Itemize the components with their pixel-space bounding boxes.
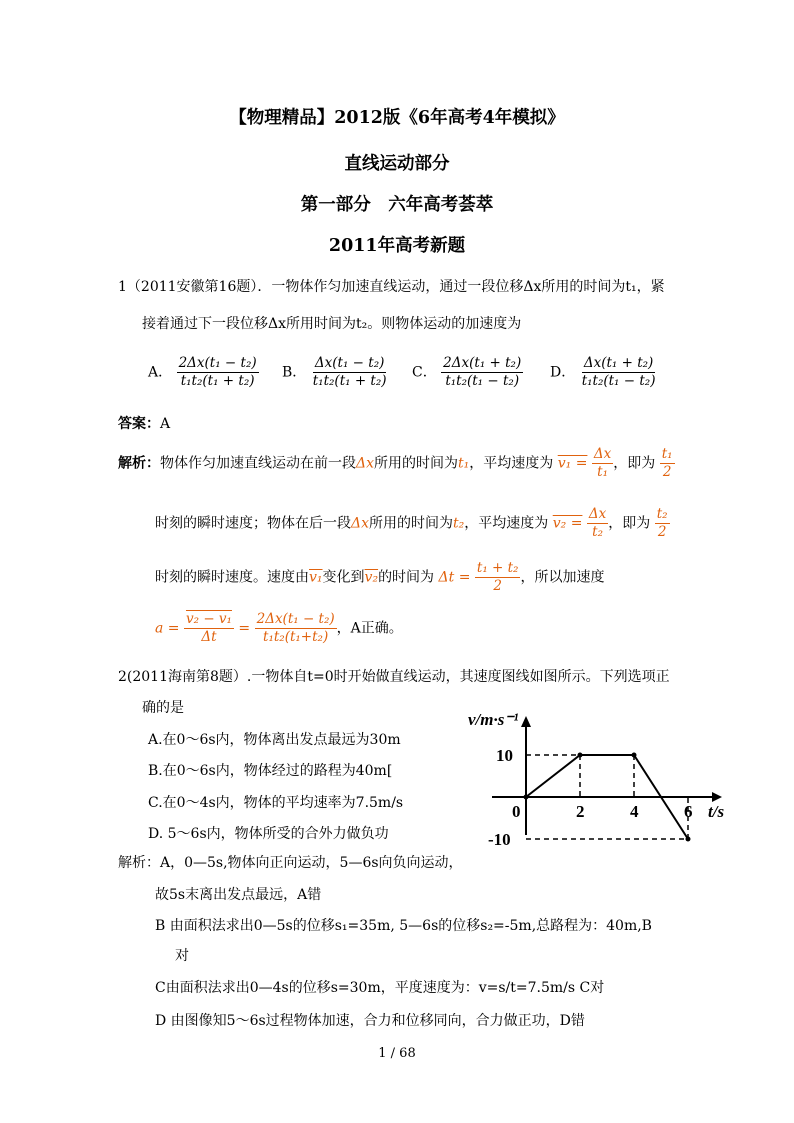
option-numerator: Δx(t₁ + t₂) bbox=[583, 355, 654, 371]
analysis-text: ，平均速度为 bbox=[464, 515, 549, 532]
section-title: 直线运动部分 bbox=[344, 154, 450, 174]
fraction-denominator: Δt bbox=[201, 629, 217, 645]
fraction-numerator: t₁ bbox=[661, 446, 673, 462]
analysis-text: 物体作匀加速直线运动在前一段 bbox=[160, 455, 356, 472]
t1: t₁ bbox=[458, 455, 470, 472]
option-label: A． bbox=[148, 364, 173, 381]
analysis-text: 所用的时间为 bbox=[374, 455, 459, 472]
q1-analysis-line2 bbox=[155, 506, 670, 541]
fraction-numerator: t₂ bbox=[656, 506, 668, 522]
option-numerator: 2Δx(t₁ + t₂) bbox=[443, 355, 522, 371]
x-tick-label: 2 bbox=[576, 802, 585, 821]
x-tick-label: 6 bbox=[684, 802, 693, 821]
year-title: 2011年高考新题 bbox=[328, 236, 466, 256]
q1-option-c bbox=[412, 355, 523, 390]
q2-solution-1: 解析：A，0—5s,物体向正向运动，5—6s向负向运动， bbox=[118, 855, 463, 871]
q2-line2: 确的是 bbox=[142, 700, 184, 716]
fraction-denominator: 2 bbox=[657, 524, 667, 540]
velocity-time-chart bbox=[462, 705, 752, 845]
option-denominator: t₁t₂(t₁ − t₂) bbox=[581, 373, 656, 389]
fraction-denominator: t₁ bbox=[597, 464, 608, 480]
answer-label: 答案： bbox=[118, 416, 160, 432]
option-denominator: t₁t₂(t₁ + t₂) bbox=[312, 373, 387, 389]
y-axis-arrow bbox=[521, 716, 531, 727]
velocity-point bbox=[578, 753, 583, 758]
analysis-text: 所用的时间为 bbox=[369, 515, 454, 532]
delta-x: Δx bbox=[356, 455, 375, 472]
q1-line1: 1（2011安徽第16题）．一物体作匀加速直线运动，通过一段位移Δx所用的时间为t₁，紧 bbox=[118, 279, 665, 295]
v2-bar: v₂ = bbox=[552, 515, 583, 532]
fraction-denominator: 2 bbox=[493, 578, 502, 594]
q1-analysis-line1 bbox=[118, 446, 675, 481]
q2-option-a: A.在0～6s内，物体离出发点最远为30m bbox=[148, 732, 401, 748]
equals-sign: = bbox=[238, 620, 251, 637]
main-title: 【物理精品】2012版《6年高考4年模拟》 bbox=[229, 108, 565, 128]
x-tick-label: 4 bbox=[630, 802, 639, 821]
q1-analysis-line3 bbox=[155, 560, 604, 595]
delta-t: Δt = bbox=[438, 569, 471, 586]
velocity-point bbox=[632, 753, 637, 758]
q2-option-b: B.在0～6s内，物体经过的路程为40m[ bbox=[148, 763, 393, 779]
v1-bar: v₁ = bbox=[557, 455, 588, 472]
q1-analysis-line4 bbox=[155, 611, 403, 646]
analysis-text: ，所以加速度 bbox=[520, 569, 605, 586]
v2-bar: v₂ bbox=[364, 569, 379, 586]
analysis-text: 变化到 bbox=[322, 569, 365, 586]
q1-option-a bbox=[148, 355, 259, 390]
analysis-text: 时刻的瞬时速度；物体在后一段 bbox=[155, 515, 351, 532]
analysis-text: ，即为 bbox=[613, 455, 656, 472]
page-number: 1 / 68 bbox=[378, 1046, 416, 1061]
x-axis-label: t/s bbox=[708, 802, 725, 821]
y-tick-label: -10 bbox=[488, 830, 511, 845]
part-title: 第一部分 六年高考荟萃 bbox=[300, 195, 494, 215]
q1-line2: 接着通过下一段位移Δx所用时间为t₂。则物体运动的加速度为 bbox=[142, 316, 522, 332]
velocity-point bbox=[686, 837, 691, 842]
x-axis-arrow bbox=[712, 792, 722, 802]
fraction-numerator: 2Δx(t₁ − t₂) bbox=[256, 611, 335, 627]
delta-x: Δx bbox=[351, 515, 370, 532]
q1-option-b bbox=[282, 355, 389, 390]
option-denominator: t₁t₂(t₁ − t₂) bbox=[445, 373, 520, 389]
fraction-numerator: v₂ − v₁ bbox=[185, 611, 232, 627]
t2: t₂ bbox=[453, 515, 465, 532]
analysis-text: ，即为 bbox=[608, 515, 651, 532]
q2-solution-5: D 由图像知5～6s过程物体加速，合力和位移同向，合力做正功，D错 bbox=[155, 1013, 585, 1029]
q1-answer bbox=[118, 413, 170, 433]
velocity-point bbox=[524, 795, 529, 800]
v1-bar: v₁ bbox=[309, 569, 323, 586]
fraction-denominator: t₂ bbox=[592, 524, 603, 540]
y-tick-label: 10 bbox=[496, 746, 513, 765]
analysis-text: ，A正确。 bbox=[336, 620, 403, 637]
q2-solution-3b: 对 bbox=[175, 948, 189, 964]
q2-solution-3: B 由面积法求出0—5s的位移s₁=35m, 5—6s的位移s₂=-5m,总路程为：40m,B bbox=[155, 918, 652, 934]
x-tick-label: 0 bbox=[512, 802, 521, 821]
option-label: B． bbox=[282, 364, 307, 381]
option-numerator: 2Δx(t₁ − t₂) bbox=[178, 355, 257, 371]
q2-line1: 2(2011海南第8题）.一物体自t=0时开始做直线运动，其速度图线如图所示。下列选项正 bbox=[118, 669, 670, 685]
answer-value: A bbox=[160, 416, 171, 432]
fraction-numerator: Δx bbox=[593, 446, 612, 462]
fraction-denominator: t₁t₂(t₁+t₂) bbox=[263, 629, 329, 645]
q2-solution-2: 故5s末离出发点最远，A错 bbox=[155, 887, 322, 903]
analysis-text: 的时间为 bbox=[378, 569, 435, 586]
fraction-numerator: t₁ + t₂ bbox=[476, 560, 519, 576]
q2-solution-4: C由面积法求出0—4s的位移s=30m，平度速度为：v=s/t=7.5m/s C对 bbox=[155, 980, 605, 996]
option-label: D． bbox=[550, 364, 576, 381]
option-numerator: Δx(t₁ − t₂) bbox=[314, 355, 385, 371]
y-axis-label: v/m·s⁻¹ bbox=[468, 710, 519, 729]
option-denominator: t₁t₂(t₁ + t₂) bbox=[180, 373, 255, 389]
q2-option-c: C.在0～4s内，物体的平均速率为7.5m/s bbox=[148, 795, 404, 811]
acceleration-symbol: a = bbox=[155, 620, 180, 637]
fraction-numerator: Δx bbox=[588, 506, 607, 522]
analysis-text: 时刻的瞬时速度。速度由 bbox=[155, 569, 309, 586]
fraction-denominator: 2 bbox=[662, 464, 672, 480]
analysis-label: 解析： bbox=[118, 455, 160, 472]
analysis-text: ，平均速度为 bbox=[469, 455, 554, 472]
option-label: C． bbox=[412, 364, 437, 381]
q1-option-d bbox=[550, 355, 657, 390]
q2-option-d: D. 5～6s内，物体所受的合外力做负功 bbox=[148, 826, 389, 842]
